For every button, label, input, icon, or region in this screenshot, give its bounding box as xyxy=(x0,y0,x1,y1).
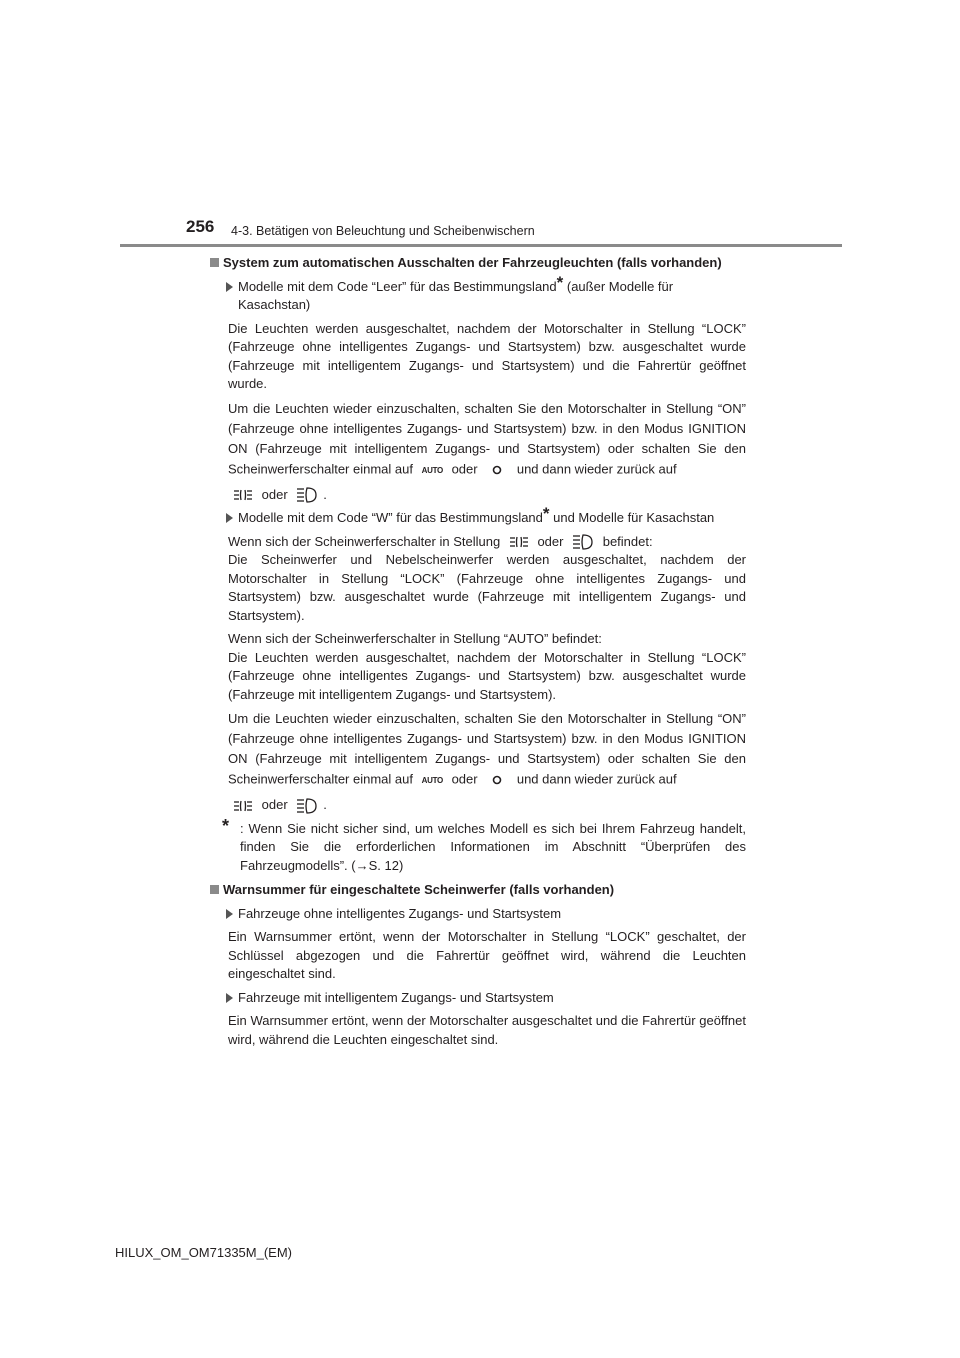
square-bullet-icon xyxy=(210,258,219,267)
tail-light-icon xyxy=(509,535,529,549)
footnote: * : Wenn Sie nicht sicher sind, um welches Modell es sich bei Ihrem Fahrzeug handelt, finden Sie die erforderlichen Informationen im Abschnitt “Überprüfen des Fahrzeugmodells”. (→S. 12) xyxy=(222,815,746,873)
paragraph: Ein Warnsummer ertönt, wenn der Motorschalter in Stellung “LOCK” geschaltet, der Schlüssel abgezogen und die Fahrertür geöffnet wird, während die Leuchten eingeschaltet sind. xyxy=(228,929,746,981)
footnote-asterisk: * xyxy=(222,815,230,836)
auto-mode-icon: AUTO xyxy=(421,776,443,785)
section-heading-auto-off: System zum automatischen Ausschalten der Fahrzeugleuchten (falls vorhanden) xyxy=(210,254,746,273)
paragraph: Ein Warnsummer ertönt, wenn der Motorschalter ausgeschaltet und die Fahrertür geöffnet wird, während die Leuchten eingeschaltet sind. xyxy=(228,1013,746,1047)
headlight-icon xyxy=(296,487,318,503)
paragraph: Um die Leuchten wieder einzuschalten, schalten Sie den Motorschalter in Stellung “ON” (Fahrzeuge ohne intelligentes Zugangs- und Startsystem) bzw. in den Modus IGNITION ON (Fahrzeuge mit intelligentem Zugangs- und Startsystem) oder schalten Sie den Scheinwerferschalter einmal auf AUTO oder und dann wieder zurück auf xyxy=(210,399,746,481)
page-content xyxy=(210,254,746,1054)
subheading-without-smart-key: Fahrzeuge ohne intelligentes Zugangs- und Startsystem xyxy=(210,905,746,924)
header-rule xyxy=(120,244,842,247)
auto-mode-icon: AUTO xyxy=(421,465,443,475)
page-reference-arrow: → xyxy=(355,857,369,873)
paragraph: Wenn sich der Scheinwerferschalter in Stellung oder befindet: Die Scheinwerfer und Nebelscheinwerfer werden ausgeschaltet, nachdem der Motorschalter in Stellung “LOCK” (Fahrzeuge ohne intelligentes Zugangs- und Startsystem) bzw. ausgeschaltet wurde (Fahrzeuge mit intelligentem Zugangs- und Startsystem). xyxy=(228,533,746,623)
headlight-icon xyxy=(572,534,594,550)
triangle-bullet-icon xyxy=(226,282,233,292)
section-heading-warning-buzzer: Warnsummer für eingeschaltete Scheinwerfer (falls vorhanden) xyxy=(210,881,746,900)
page-number: 256 xyxy=(186,217,215,236)
square-bullet-icon xyxy=(210,885,219,894)
subheading-code-leer: Modelle mit dem Code “Leer” für das Bestimmungsland* (außer Modelle für Kasachstan) xyxy=(210,278,746,315)
headlight-icon xyxy=(296,798,318,814)
icon-line: oder . xyxy=(210,486,746,505)
tail-light-icon xyxy=(233,488,253,502)
subheading-with-smart-key: Fahrzeuge mit intelligentem Zugangs- und Startsystem xyxy=(210,989,746,1008)
icon-line: oder . xyxy=(210,796,746,815)
triangle-bullet-icon xyxy=(226,993,233,1003)
asterisk-mark: * xyxy=(542,504,550,523)
subheading-code-w: Modelle mit dem Code “W” für das Bestimmungsland* und Modelle für Kasachstan xyxy=(210,509,746,528)
triangle-bullet-icon xyxy=(226,513,233,523)
paragraph: Wenn sich der Scheinwerferschalter in Stellung “AUTO” befindet: Die Leuchten werden ausgeschaltet, nachdem der Motorschalter in Stellung “LOCK” (Fahrzeuge ohne intelligentes Zugangs- und Startsystem) bzw. ausgeschaltet wurde (Fahrzeuge mit intelligentem Zugangs- und Startsystem). xyxy=(228,631,746,702)
off-position-icon xyxy=(486,464,508,476)
paragraph: Die Leuchten werden ausgeschaltet, nachdem der Motorschalter in Stellung “LOCK” (Fahrzeuge ohne intelligentes Zugangs- und Startsystem) bzw. ausgeschaltet wurde (Fahrzeuge mit intelligentem Zugangs- und Startsystem) und die Fahrertür geöffnet wurde. xyxy=(228,320,746,391)
off-position-icon xyxy=(486,774,508,786)
asterisk-mark: * xyxy=(556,272,564,292)
chapter-title: 4-3. Betätigen von Beleuchtung und Scheibenwischern xyxy=(231,224,535,238)
footer-document-code: HILUX_OM_OM71335M_(EM) xyxy=(115,1245,292,1260)
paragraph: Um die Leuchten wieder einzuschalten, schalten Sie den Motorschalter in Stellung “ON” (Fahrzeuge ohne intelligentes Zugangs- und Startsystem) bzw. in den Modus IGNITION ON (Fahrzeuge mit intelligentem Zugangs- und Startsystem) oder schalten Sie den Scheinwerferschalter einmal auf AUTO oder und dann wieder zurück auf xyxy=(210,709,746,791)
tail-light-icon xyxy=(233,799,253,813)
triangle-bullet-icon xyxy=(226,909,233,919)
